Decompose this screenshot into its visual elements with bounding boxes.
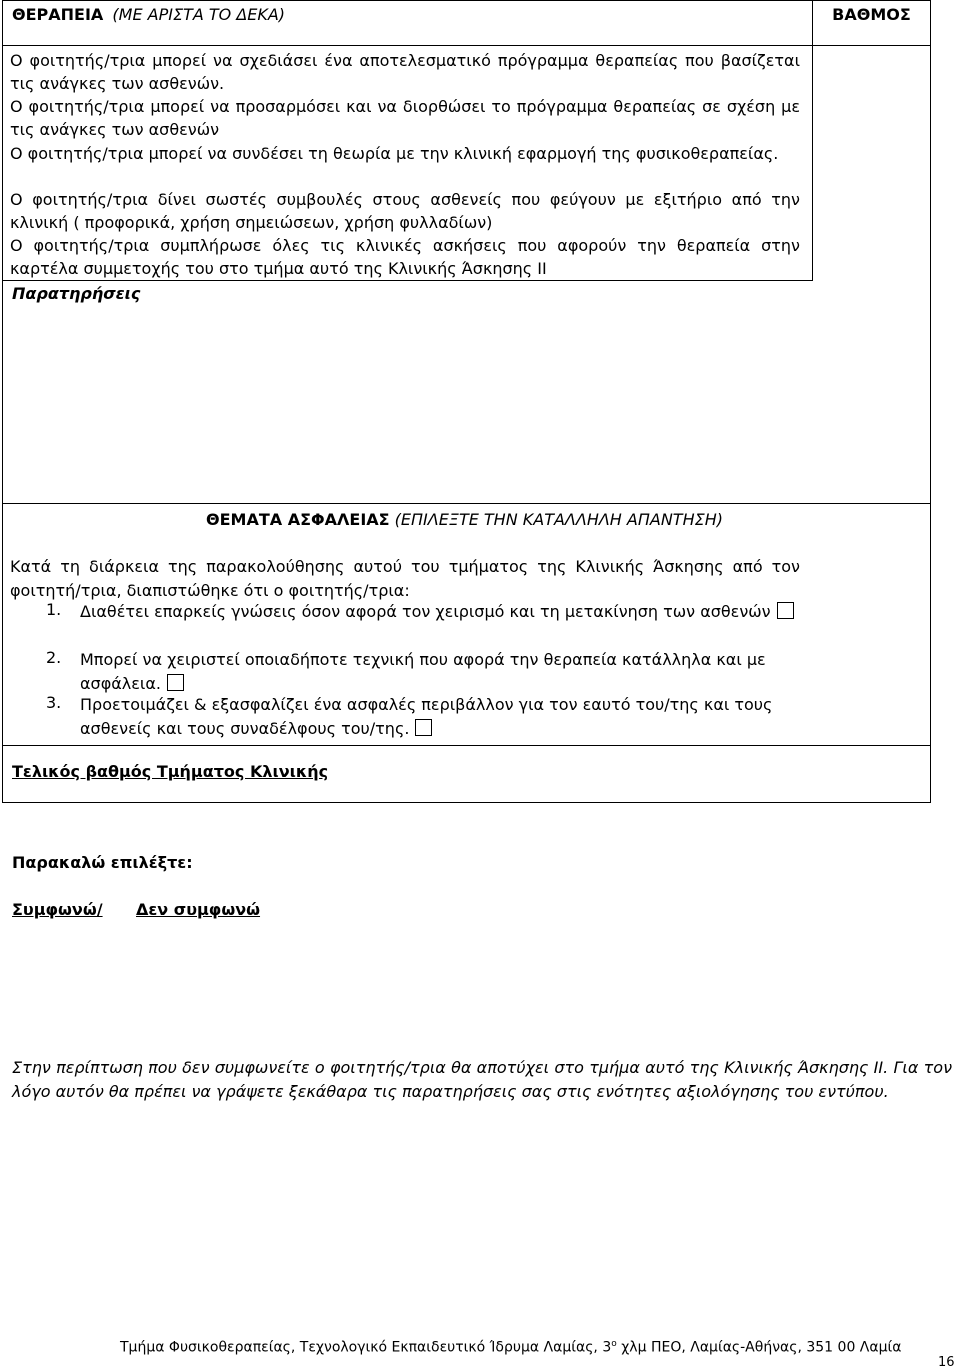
row-divider (2, 280, 813, 281)
row-divider (2, 745, 931, 746)
agree-option[interactable]: Συμφωνώ/ (12, 900, 103, 919)
section-title-bold: ΘΕΡΑΠΕΙΑ (12, 5, 104, 24)
remarks-label: Παρατηρήσεις (12, 284, 141, 303)
section-title-note: (ΜΕ ΑΡΙΣΤΑ ΤΟ ΔΕΚΑ) (112, 5, 286, 24)
section-title (12, 5, 285, 24)
safety-intro: Κατά τη διάρκεια της παρακολούθησης αυτού του τμήματος της Κλινικής Άσκησης από τον φοιτητή/τρια, διαπιστώθηκε ότι ο φοιτητής/τρια: (10, 557, 800, 600)
disagreement-note: Στην περίπτωση που δεν συμφωνείτε ο φοιτητής/τρια θα αποτύχει στο τμήμα αυτό της Κλινικής Άσκησης ΙΙ. Για τον λόγο αυτόν θα πρέπει να γράψετε ξεκάθαρα τις παρατηρήσεις σας στις ενότητες αξιολόγησης του εντύπου. (12, 1058, 952, 1101)
criterion-1: Ο φοιτητής/τρια μπορεί να σχεδιάσει ένα αποτελεσματικό πρόγραμμα θεραπείας που βασίζεται τις ανάγκες των ασθενών. (10, 51, 800, 93)
safety-item-number: 2. (46, 648, 62, 667)
column-divider (812, 0, 813, 280)
checkbox[interactable] (167, 674, 184, 691)
safety-item-number: 3. (46, 693, 62, 712)
page-footer (120, 1339, 901, 1356)
footer-text-pre: Τμήμα Φυσικοθεραπείας, Τεχνολογικό Εκπαιδευτικό Ίδρυμα Λαμίας, 3 (120, 1339, 612, 1356)
safety-item-text: Μπορεί να χειριστεί οποιαδήποτε τεχνική που αφορά την θεραπεία κατάλληλα και με ασφάλεια. (80, 650, 766, 693)
safety-title-note: (ΕΠΙΛΕΞΤΕ ΤΗΝ ΚΑΤΑΛΛΗΛΗ ΑΠΑΝΤΗΣΗ) (394, 510, 723, 529)
disagree-option[interactable]: Δεν συμφωνώ (136, 900, 261, 919)
criterion-4: Ο φοιτητής/τρια δίνει σωστές συμβουλές στους ασθενείς που φεύγουν με εξιτήριο από την κλινική ( προφορικά, χρήση σημειώσεων, χρήση φυλλαδίων) (10, 190, 800, 232)
safety-item-2 (80, 648, 800, 696)
criterion-2: Ο φοιτητής/τρια μπορεί να προσαρμόσει και να διορθώσει το πρόγραμμα θεραπείας σε σχέση με τις ανάγκες των ασθενών (10, 97, 800, 139)
checkbox[interactable] (415, 719, 432, 736)
safety-item-3 (80, 693, 800, 741)
safety-item-text: Διαθέτει επαρκείς γνώσεις όσον αφορά τον χειρισμό και τη μετακίνηση των ασθενών (80, 602, 771, 621)
row-divider (2, 503, 931, 504)
row-divider (2, 45, 931, 46)
safety-title-bold: ΘΕΜΑΤΑ ΑΣΦΑΛΕΙΑΣ (206, 510, 390, 529)
safety-item-1 (80, 600, 800, 624)
criterion-5: Ο φοιτητής/τρια συμπλήρωσε όλες τις κλινικές ασκήσεις που αφορούν την θεραπεία στην καρτέλα συμμετοχής του στο τμήμα αυτό της Κλινικής Άσκησης ΙΙ (10, 236, 800, 278)
footer-text-post: χλμ ΠΕΟ, Λαμίας-Αθήνας, 351 00 Λαμία (616, 1339, 902, 1356)
safety-item-number: 1. (46, 600, 62, 619)
grade-column-header: ΒΑΘΜΟΣ (832, 5, 911, 24)
page-number: 16 (938, 1355, 955, 1370)
final-grade-label: Τελικός βαθμός Τμήματος Κλινικής (12, 762, 329, 781)
please-select-label: Παρακαλώ επιλέξτε: (12, 853, 193, 872)
safety-item-text: Προετοιμάζει & εξασφαλίζει ένα ασφαλές περιβάλλον για τον εαυτό του/της και τους ασθενείς και τους συναδέλφους του/της. (80, 695, 773, 738)
criterion-3: Ο φοιτητής/τρια μπορεί να συνδέσει τη θεωρία με την κλινική εφαρμογή της φυσικοθεραπείας. (10, 144, 779, 163)
safety-title (0, 510, 929, 529)
footer-superscript: ο (611, 1339, 617, 1349)
checkbox[interactable] (777, 602, 794, 619)
